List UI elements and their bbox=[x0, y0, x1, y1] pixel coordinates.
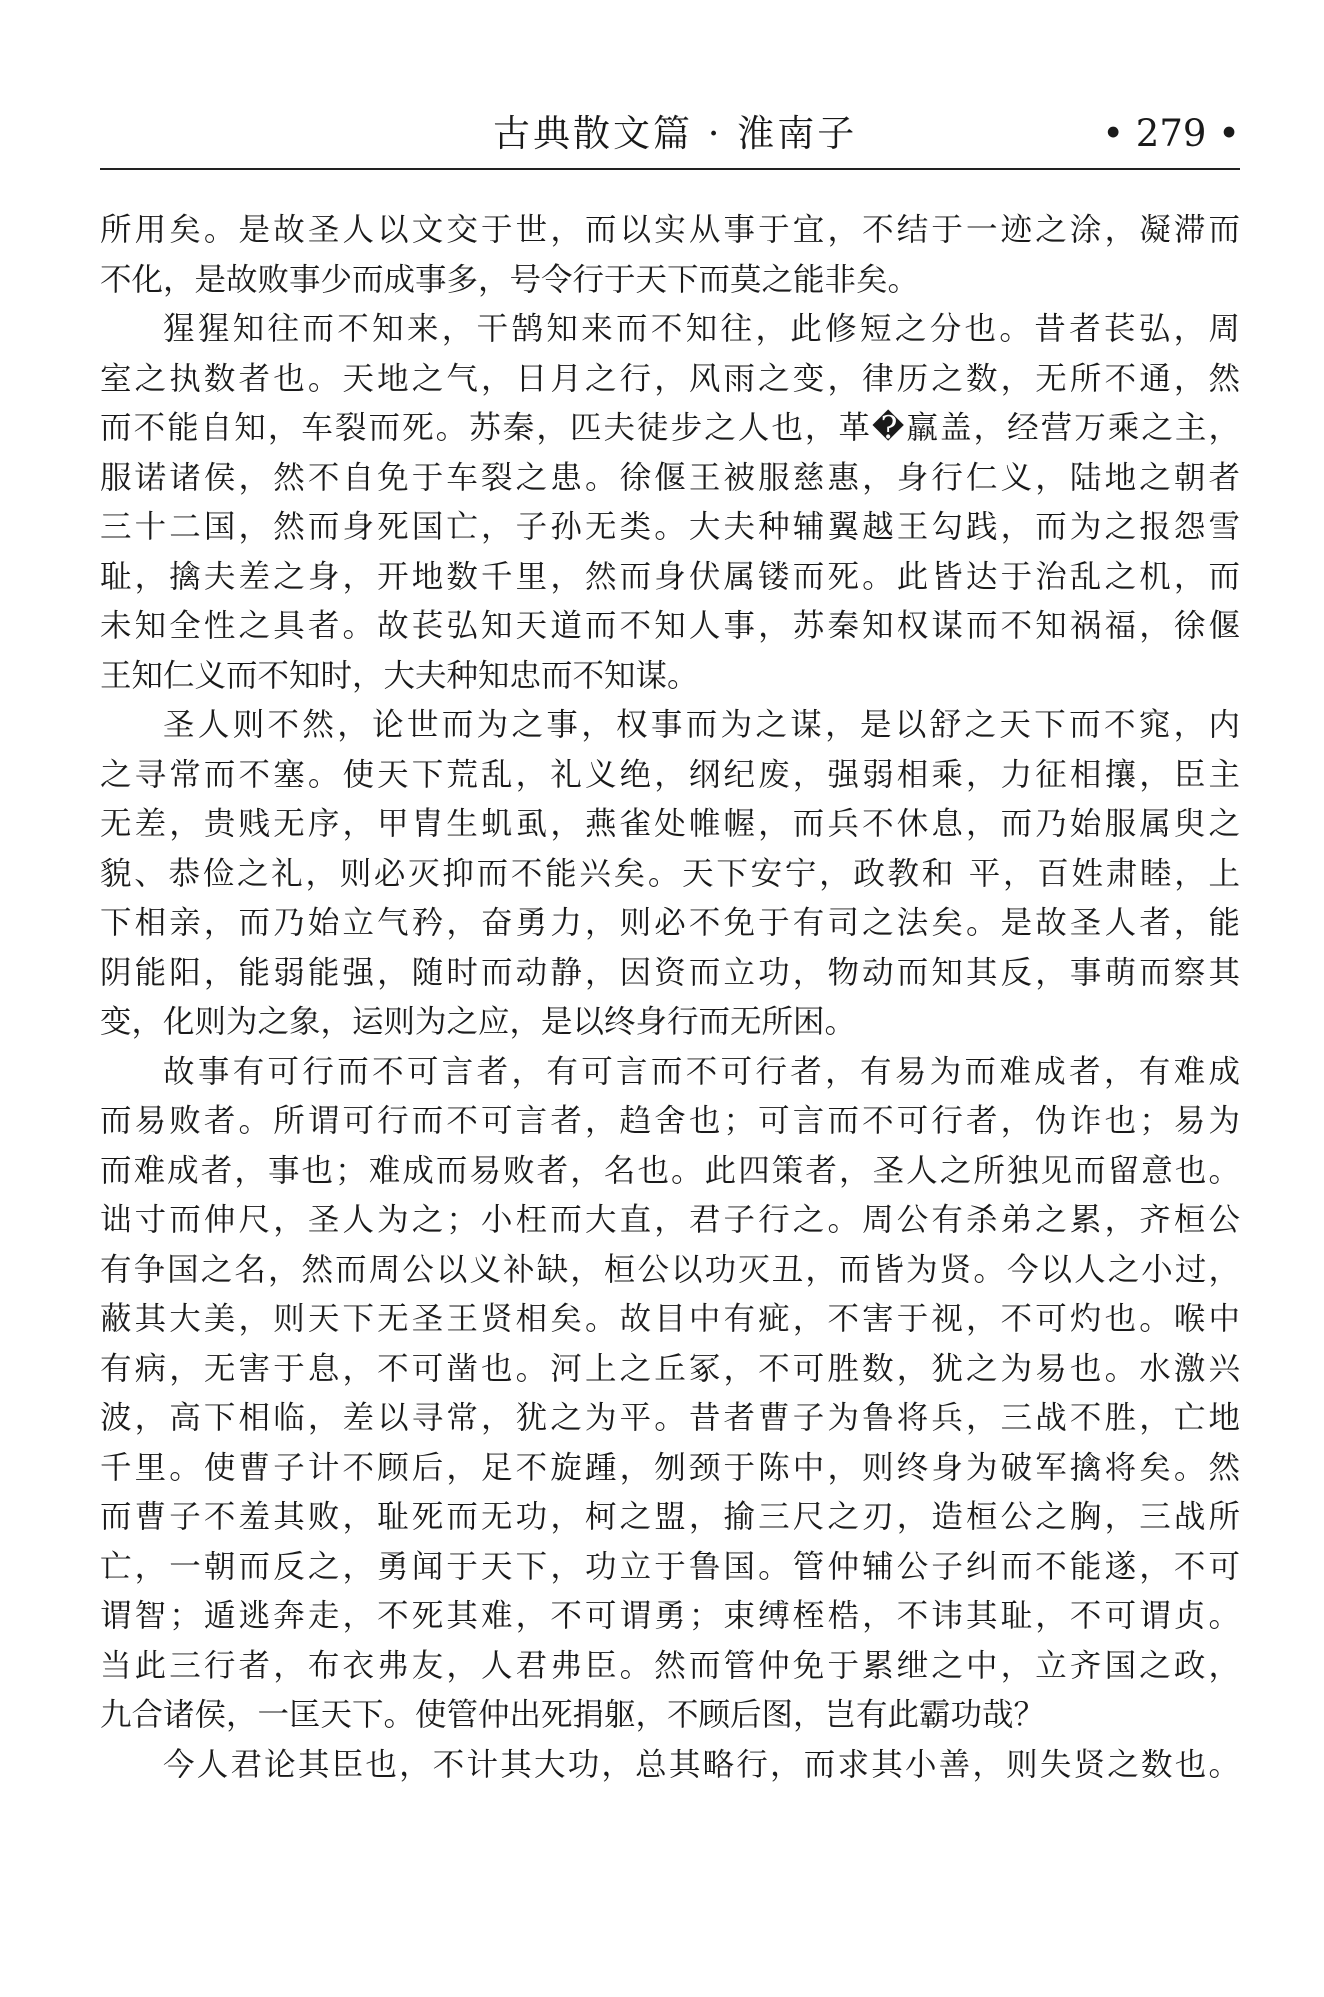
text-line: 服诺诸侯，然不自免于车裂之患。徐偃王被服慈惠，身行仁义，陆地之朝者 bbox=[100, 459, 1240, 496]
text-line: 九合诸侯，一匡天下。使管仲出死捐躯，不顾后图，岂有此霸功哉？ bbox=[100, 1697, 1046, 1733]
text-line: 所用矣。是故圣人以文交于世，而以实从事于宜，不结于一迹之涂，凝滞而 bbox=[100, 212, 1240, 248]
text-line: 蔽其大美，则天下无圣王贤相矣。故目中有疵，不害于视，不可灼也。喉中 bbox=[100, 1301, 1240, 1337]
text-line: 今人君论其臣也，不计其大功，总其略行，而求其小善，则失贤之数也。 bbox=[163, 1746, 1240, 1783]
text-line: 猩猩知往而不知来，干鹄知来而不知往，此修短之分也。昔者苌弘，周 bbox=[163, 311, 1240, 347]
text-line: 亡，一朝而反之，勇闻于天下，功立于鲁国。管仲辅公子纠而不能遂，不可 bbox=[100, 1548, 1240, 1585]
text-line: 耻，擒夫差之身，开地数千里，然而身伏属镂而死。此皆达于治乱之机，而 bbox=[100, 558, 1240, 595]
text-line: 阴能阳，能弱能强，随时而动静，因资而立功，物动而知其反，事萌而察其 bbox=[100, 954, 1240, 991]
text-line: 波，高下相临，差以寻常，犹之为平。昔者曹子为鲁将兵，三战不胜，亡地 bbox=[100, 1400, 1240, 1436]
text-line: 变，化则为之象，运则为之应，是以终身行而无所困。 bbox=[100, 1004, 857, 1040]
text-line: 无差，贵贱无序，甲胄生虮虱，燕雀处帷幄，而兵不休息，而乃始服属臾之 bbox=[100, 806, 1240, 842]
text-line: 之寻常而不塞。使天下荒乱，礼义绝，纲纪废，强弱相乘，力征相攘，臣主 bbox=[100, 756, 1240, 793]
text-line: 当此三行者，布衣弗友，人君弗臣。然而管仲免于累绁之中，立齐国之政， bbox=[100, 1647, 1240, 1684]
text-line: 有病，无害于息，不可凿也。河上之丘冢，不可胜数，犹之为易也。水激兴 bbox=[100, 1350, 1240, 1387]
text-line: 不化，是故败事少而成事多，号令行于天下而莫之能非矣。 bbox=[100, 261, 920, 298]
text-line: 而不能自知，车裂而死。苏秦，匹夫徒步之人也，革�羸盖，经营万乘之主， bbox=[100, 410, 1240, 446]
page-number: • 279 • bbox=[1102, 112, 1240, 155]
running-header bbox=[100, 110, 1240, 170]
text-line: 有争国之名，然而周公以义补缺，桓公以功灭丑，而皆为贤。今以人之小过， bbox=[100, 1251, 1240, 1288]
text-line: 千里。使曹子计不顾后，足不旋踵，刎颈于陈中，则终身为破军擒将矣。然 bbox=[100, 1449, 1240, 1486]
text-line: 未知全性之具者。故苌弘知天道而不知人事，苏秦知权谋而不知祸福，徐偃 bbox=[100, 608, 1240, 644]
text-line: 诎寸而伸尺，圣人为之；小枉而大直，君子行之。周公有杀弟之累，齐桓公 bbox=[100, 1202, 1240, 1238]
text-line: 三十二国，然而身死国亡，子孙无类。大夫种辅翼越王勾践，而为之报怨雪 bbox=[100, 509, 1240, 545]
text-line: 谓智；遁逃奔走，不死其难，不可谓勇；束缚桎梏，不讳其耻，不可谓贞。 bbox=[100, 1598, 1240, 1634]
text-line: 而曹子不羞其败，耻死而无功，柯之盟，揄三尺之刃，造桓公之胸，三战所 bbox=[100, 1499, 1240, 1535]
text-line: 而易败者。所谓可行而不可言者，趋舍也；可言而不可行者，伪诈也；易为 bbox=[100, 1103, 1240, 1139]
text-line: 而难成者，事也；难成而易败者，名也。此四策者，圣人之所独见而留意也。 bbox=[100, 1152, 1240, 1189]
text-line: 貌、恭俭之礼，则必灭抑而不能兴矣。天下安宁，政教和 平，百姓肃睦，上 bbox=[100, 855, 1240, 892]
text-line: 故事有可行而不可言者，有可言而不可行者，有易为而难成者，有难成 bbox=[163, 1053, 1240, 1090]
body-text bbox=[100, 206, 1240, 1790]
text-line: 王知仁义而不知时，大夫种知忠而不知谋。 bbox=[100, 657, 699, 694]
running-title: 古典散文篇 · 淮南子 bbox=[493, 112, 858, 155]
text-line: 圣人则不然，论世而为之事，权事而为之谋，是以舒之天下而不窕，内 bbox=[163, 707, 1240, 743]
text-line: 下相亲，而乃始立气矜，奋勇力，则必不免于有司之法矣。是故圣人者，能 bbox=[100, 905, 1240, 941]
text-line: 室之执数者也。天地之气，日月之行，风雨之变，律历之数，无所不通，然 bbox=[100, 360, 1240, 397]
